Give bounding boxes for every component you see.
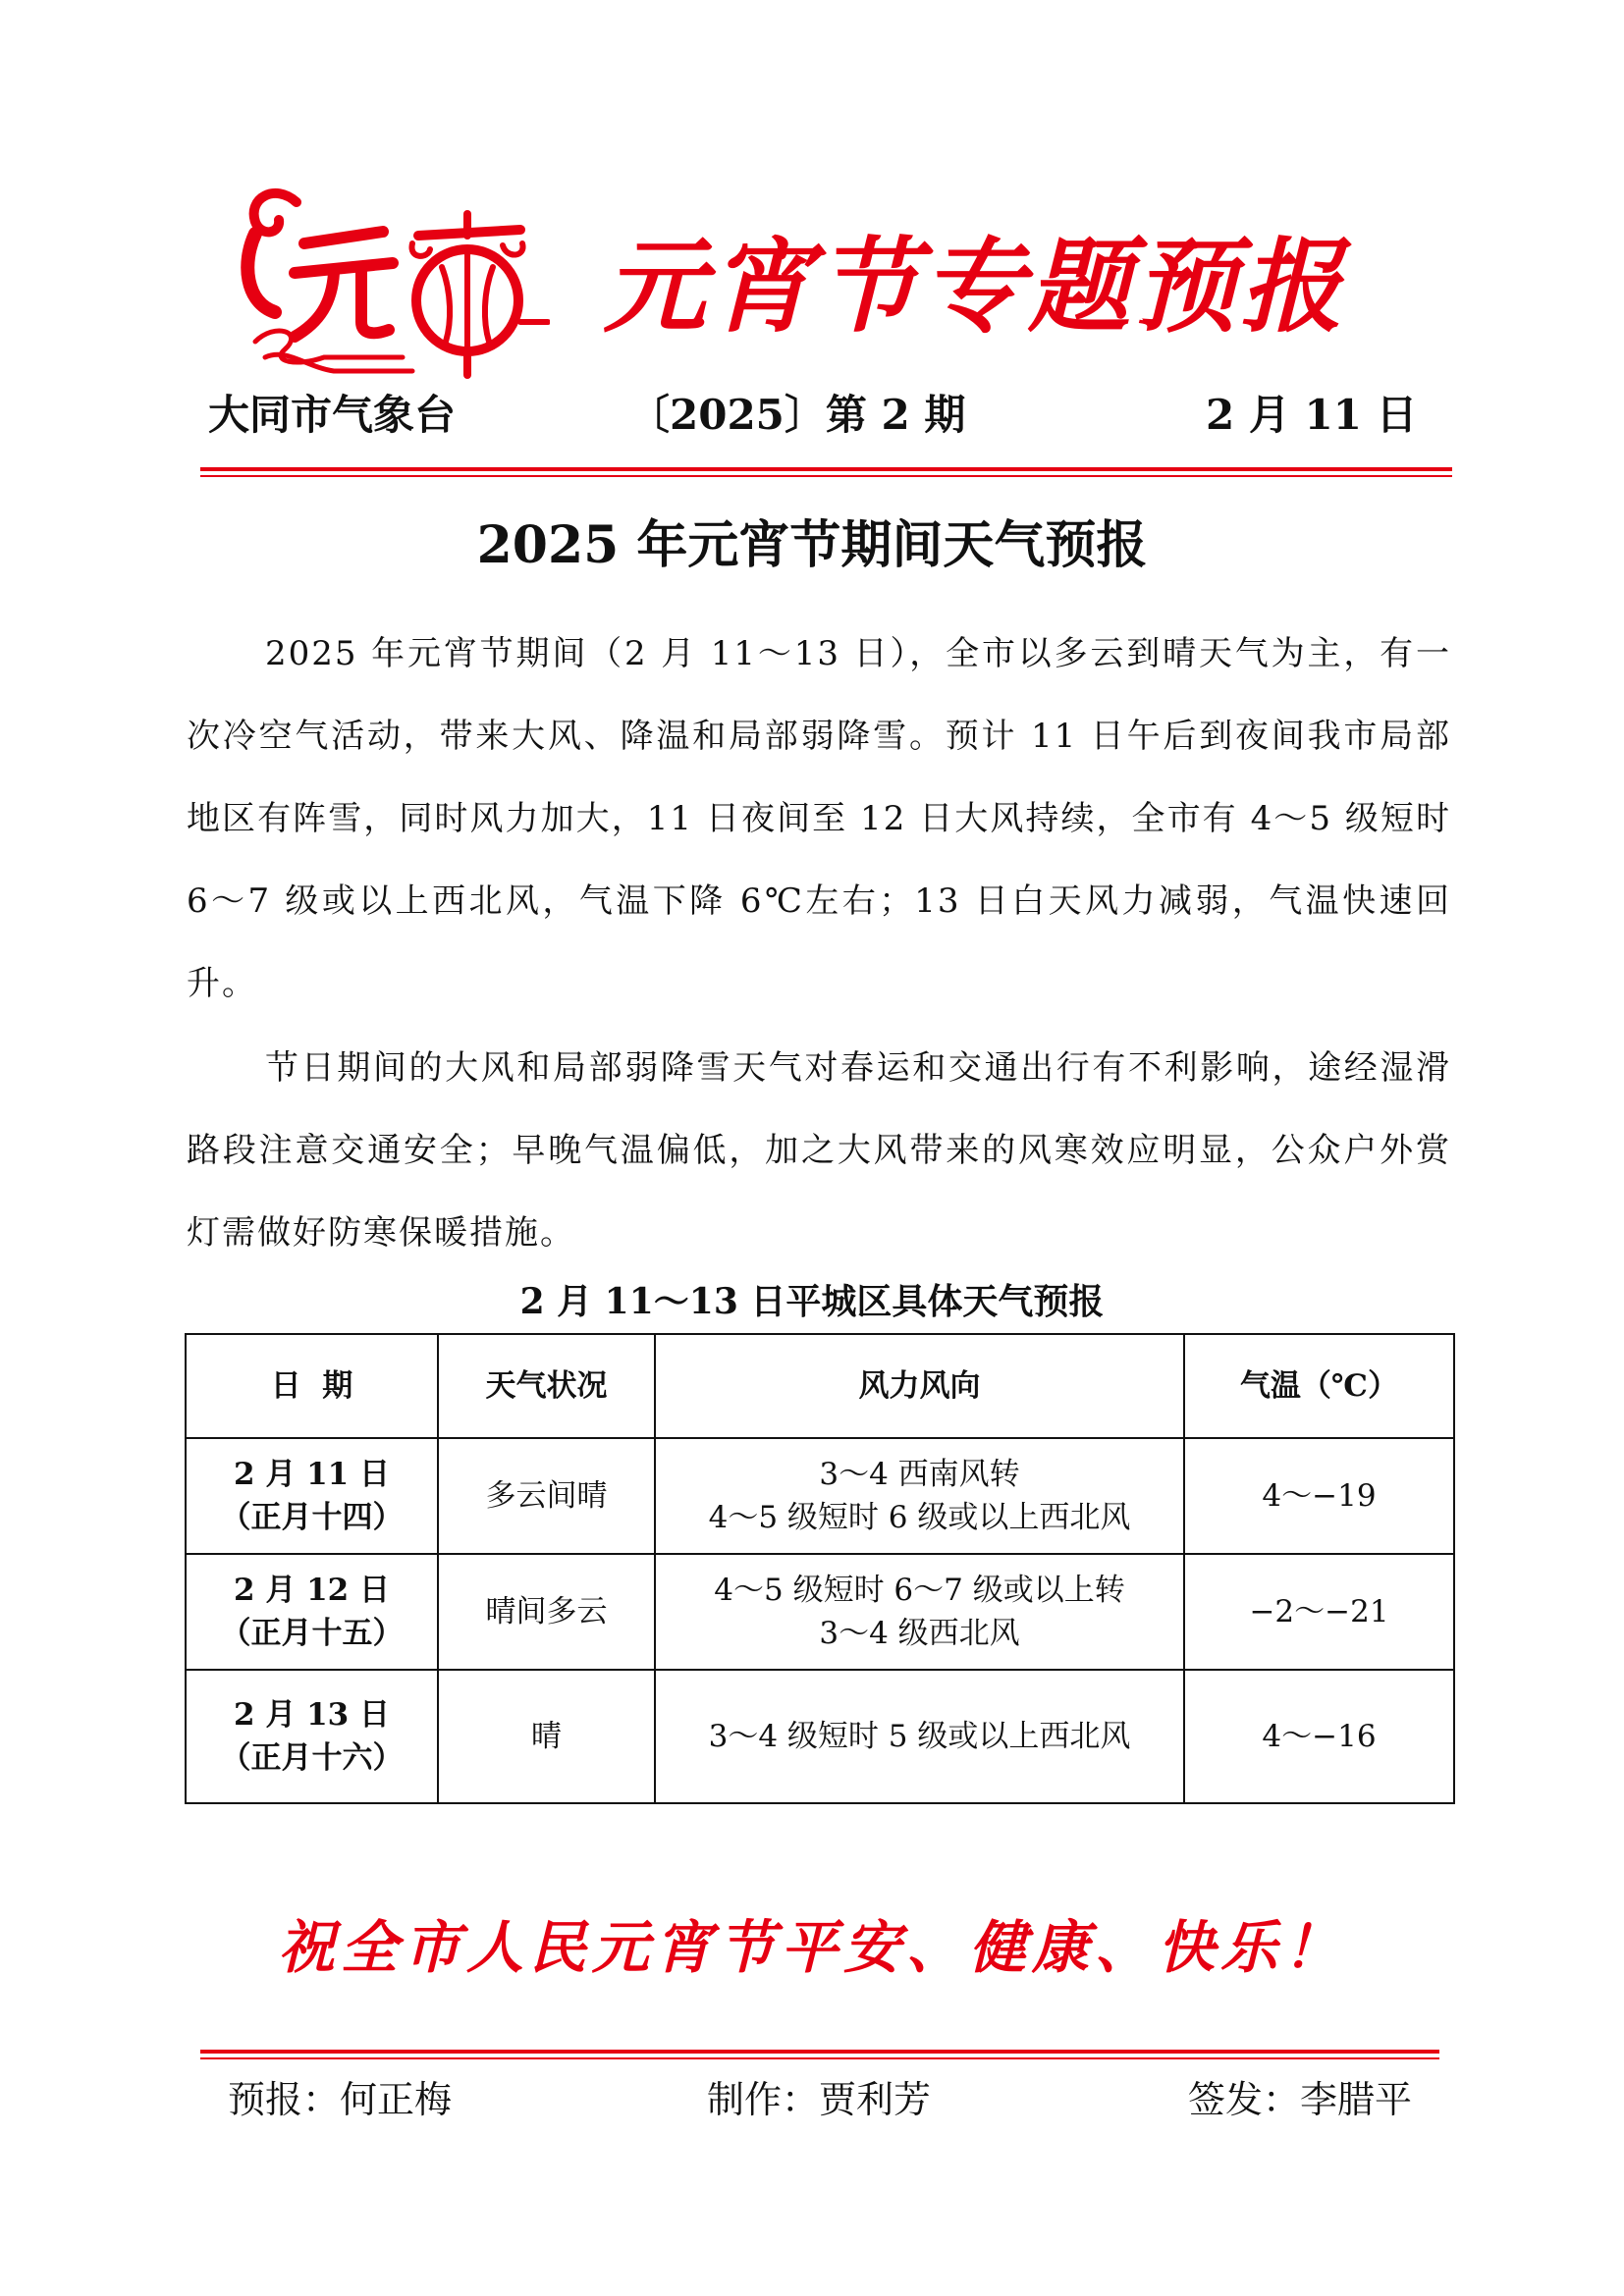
paragraph-advice: 节日期间的大风和局部弱降雪天气对春运和交通出行有不利影响，途经湿滑路段注意交通安全；早晚气温偏低，加之大风带来的风寒效应明显，公众户外赏灯需做好防寒保暖措施。 [187, 1048, 1451, 1253]
temperature-cell: −2～−21 [1184, 1554, 1454, 1670]
date-lunar: （正月十五） [220, 1616, 404, 1651]
weather-cell: 晴间多云 [438, 1554, 655, 1670]
header-divider [200, 467, 1452, 479]
wind-cell [655, 1438, 1184, 1554]
date-lunar: （正月十四） [220, 1500, 404, 1535]
temperature-cell: 4～−16 [1184, 1670, 1454, 1803]
wind-line-2: 3～4 级西北风 [819, 1616, 1020, 1651]
table-header-row [186, 1334, 1454, 1438]
wind-line-1: 3～4 西南风转 [819, 1457, 1020, 1492]
date-lunar: （正月十六） [220, 1740, 404, 1776]
table-row [186, 1670, 1454, 1803]
wind-line-1: 4～5 级短时 6～7 级或以上转 [714, 1573, 1125, 1608]
date-solar: 2 月 11 日 [233, 1457, 391, 1492]
date-solar: 2 月 12 日 [233, 1573, 391, 1608]
banner-title: 元宵节专题预报 [604, 226, 1347, 347]
wind-cell: 3～4 级短时 5 级或以上西北风 [655, 1670, 1184, 1803]
issue-number: 〔2025〕第 2 期 [628, 391, 966, 439]
forecast-table [185, 1333, 1455, 1804]
header-temperature: 气温（℃） [1184, 1334, 1454, 1438]
wind-line-2: 4～5 级短时 6 级或以上西北风 [708, 1500, 1131, 1535]
temperature-cell: 4～−19 [1184, 1438, 1454, 1554]
document-title: 2025 年元宵节期间天气预报 [476, 515, 1148, 575]
weather-cell: 晴 [438, 1670, 655, 1803]
header-wind: 风力风向 [655, 1334, 1184, 1438]
issuer: 大同市气象台 [208, 391, 457, 439]
table-row [186, 1438, 1454, 1554]
wind-cell [655, 1554, 1184, 1670]
date-cell [186, 1438, 438, 1554]
paragraph-overview: 2025 年元宵节期间（2 月 11～13 日），全市以多云到晴天气为主，有一次冷空气活动，带来大风、降温和局部弱降雪。预计 11 日午后到夜间我市局部地区有阵雪，同时风力加大，11 日夜间至 12 日大风持续，全市有 4～5 级短时 6～7 级或以上西北风，气温下降 6℃左右；13 日白天风力减弱，气温快速回升。 [187, 634, 1451, 1003]
header-date: 日 期 [186, 1334, 438, 1438]
festival-greeting: 祝全市人民元宵节平安、健康、快乐！ [277, 1914, 1346, 1981]
table-row [186, 1554, 1454, 1670]
date-cell [186, 1670, 438, 1803]
date-solar: 2 月 13 日 [233, 1697, 391, 1733]
footer-divider [200, 2050, 1439, 2061]
footer-signer: 签发：李腊平 [1188, 2078, 1413, 2121]
weather-cell: 多云间晴 [438, 1438, 655, 1554]
lantern-festival-logo [236, 175, 550, 381]
footer-producer: 制作：贾利芳 [707, 2078, 932, 2121]
table-caption: 2 月 11～13 日平城区具体天气预报 [519, 1281, 1105, 1322]
header-weather: 天气状况 [438, 1334, 655, 1438]
date-cell [186, 1554, 438, 1670]
footer-forecaster: 预报：何正梅 [228, 2078, 453, 2121]
issue-date: 2 月 11 日 [1206, 391, 1418, 439]
